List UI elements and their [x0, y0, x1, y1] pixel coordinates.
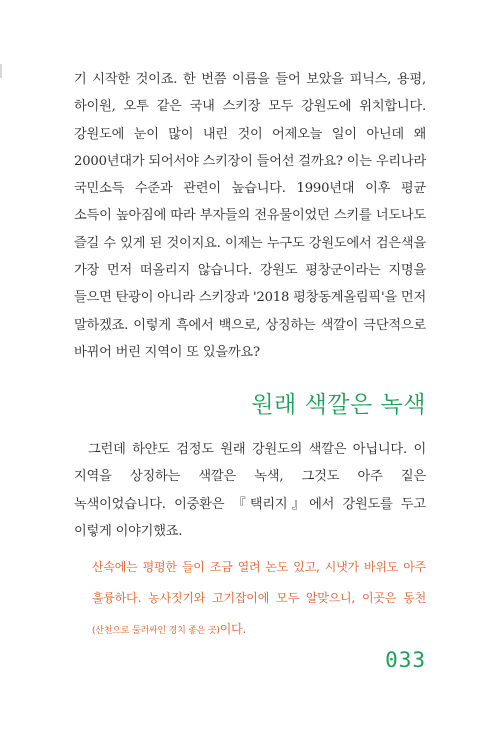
body-paragraph-1: 기 시작한 것이죠. 한 번쯤 이름을 들어 보았을 피닉스, 용평, 하이원, 오투 같은 국내 스키장 모두 강원도에 위치합니다. 강원도에 눈이 많이 내린 것이 어제오늘 일이 아닌데 왜 2000년대가 되어서야 스키장이 들어선 걸까요? 이는 우리나라 국민소득 수준과 관련이 높습니다. 1990년대 이후 평균 소득이 높아짐에 따라 부자들의 전유물이었던 스키를 너도나도 즐길 수 있게 된 것이지요. 이제는 누구도 강원도에서 검은색을 가장 먼저 떠올리지 않습니다. 강원도 평창군이라는 지명을 들으면 탄광이 아니라 스키장과 '2018 평창동계올림픽'을 먼저 말하겠죠. 이렇게 흑에서 백으로, 상징하는 색깔이 극단적으로 바뀌어 버린 지역이 또 있을까요? — [74, 72, 426, 360]
page-edge-mark — [0, 64, 2, 78]
section-title: 원래 색깔은 녹색 — [251, 392, 426, 418]
quote-annotation: (산천으로 둘러싸인 경치 좋은 곳) — [92, 626, 220, 636]
page-number: 033 — [385, 648, 426, 672]
quote-tail: 이다. — [219, 622, 247, 636]
quote-text: 산속에는 평평한 들이 조금 열려 논도 있고, 시냇가 바위도 아주 훌륭하다. 농사짓기와 고기잡이에 모두 알맞으니, 이곳은 동천 — [92, 560, 426, 605]
body-paragraph-2: 그런데 하얀도 검정도 원래 강원도의 색깔은 아닙니다. 이 지역을 상징하는 색깔은 녹색, 그것도 아주 짙은 녹색이었습니다. 이중환은 『택리지』에서 강원도를 두고 이렇게 이야기했죠. — [74, 442, 426, 539]
quoted-passage — [92, 552, 426, 647]
